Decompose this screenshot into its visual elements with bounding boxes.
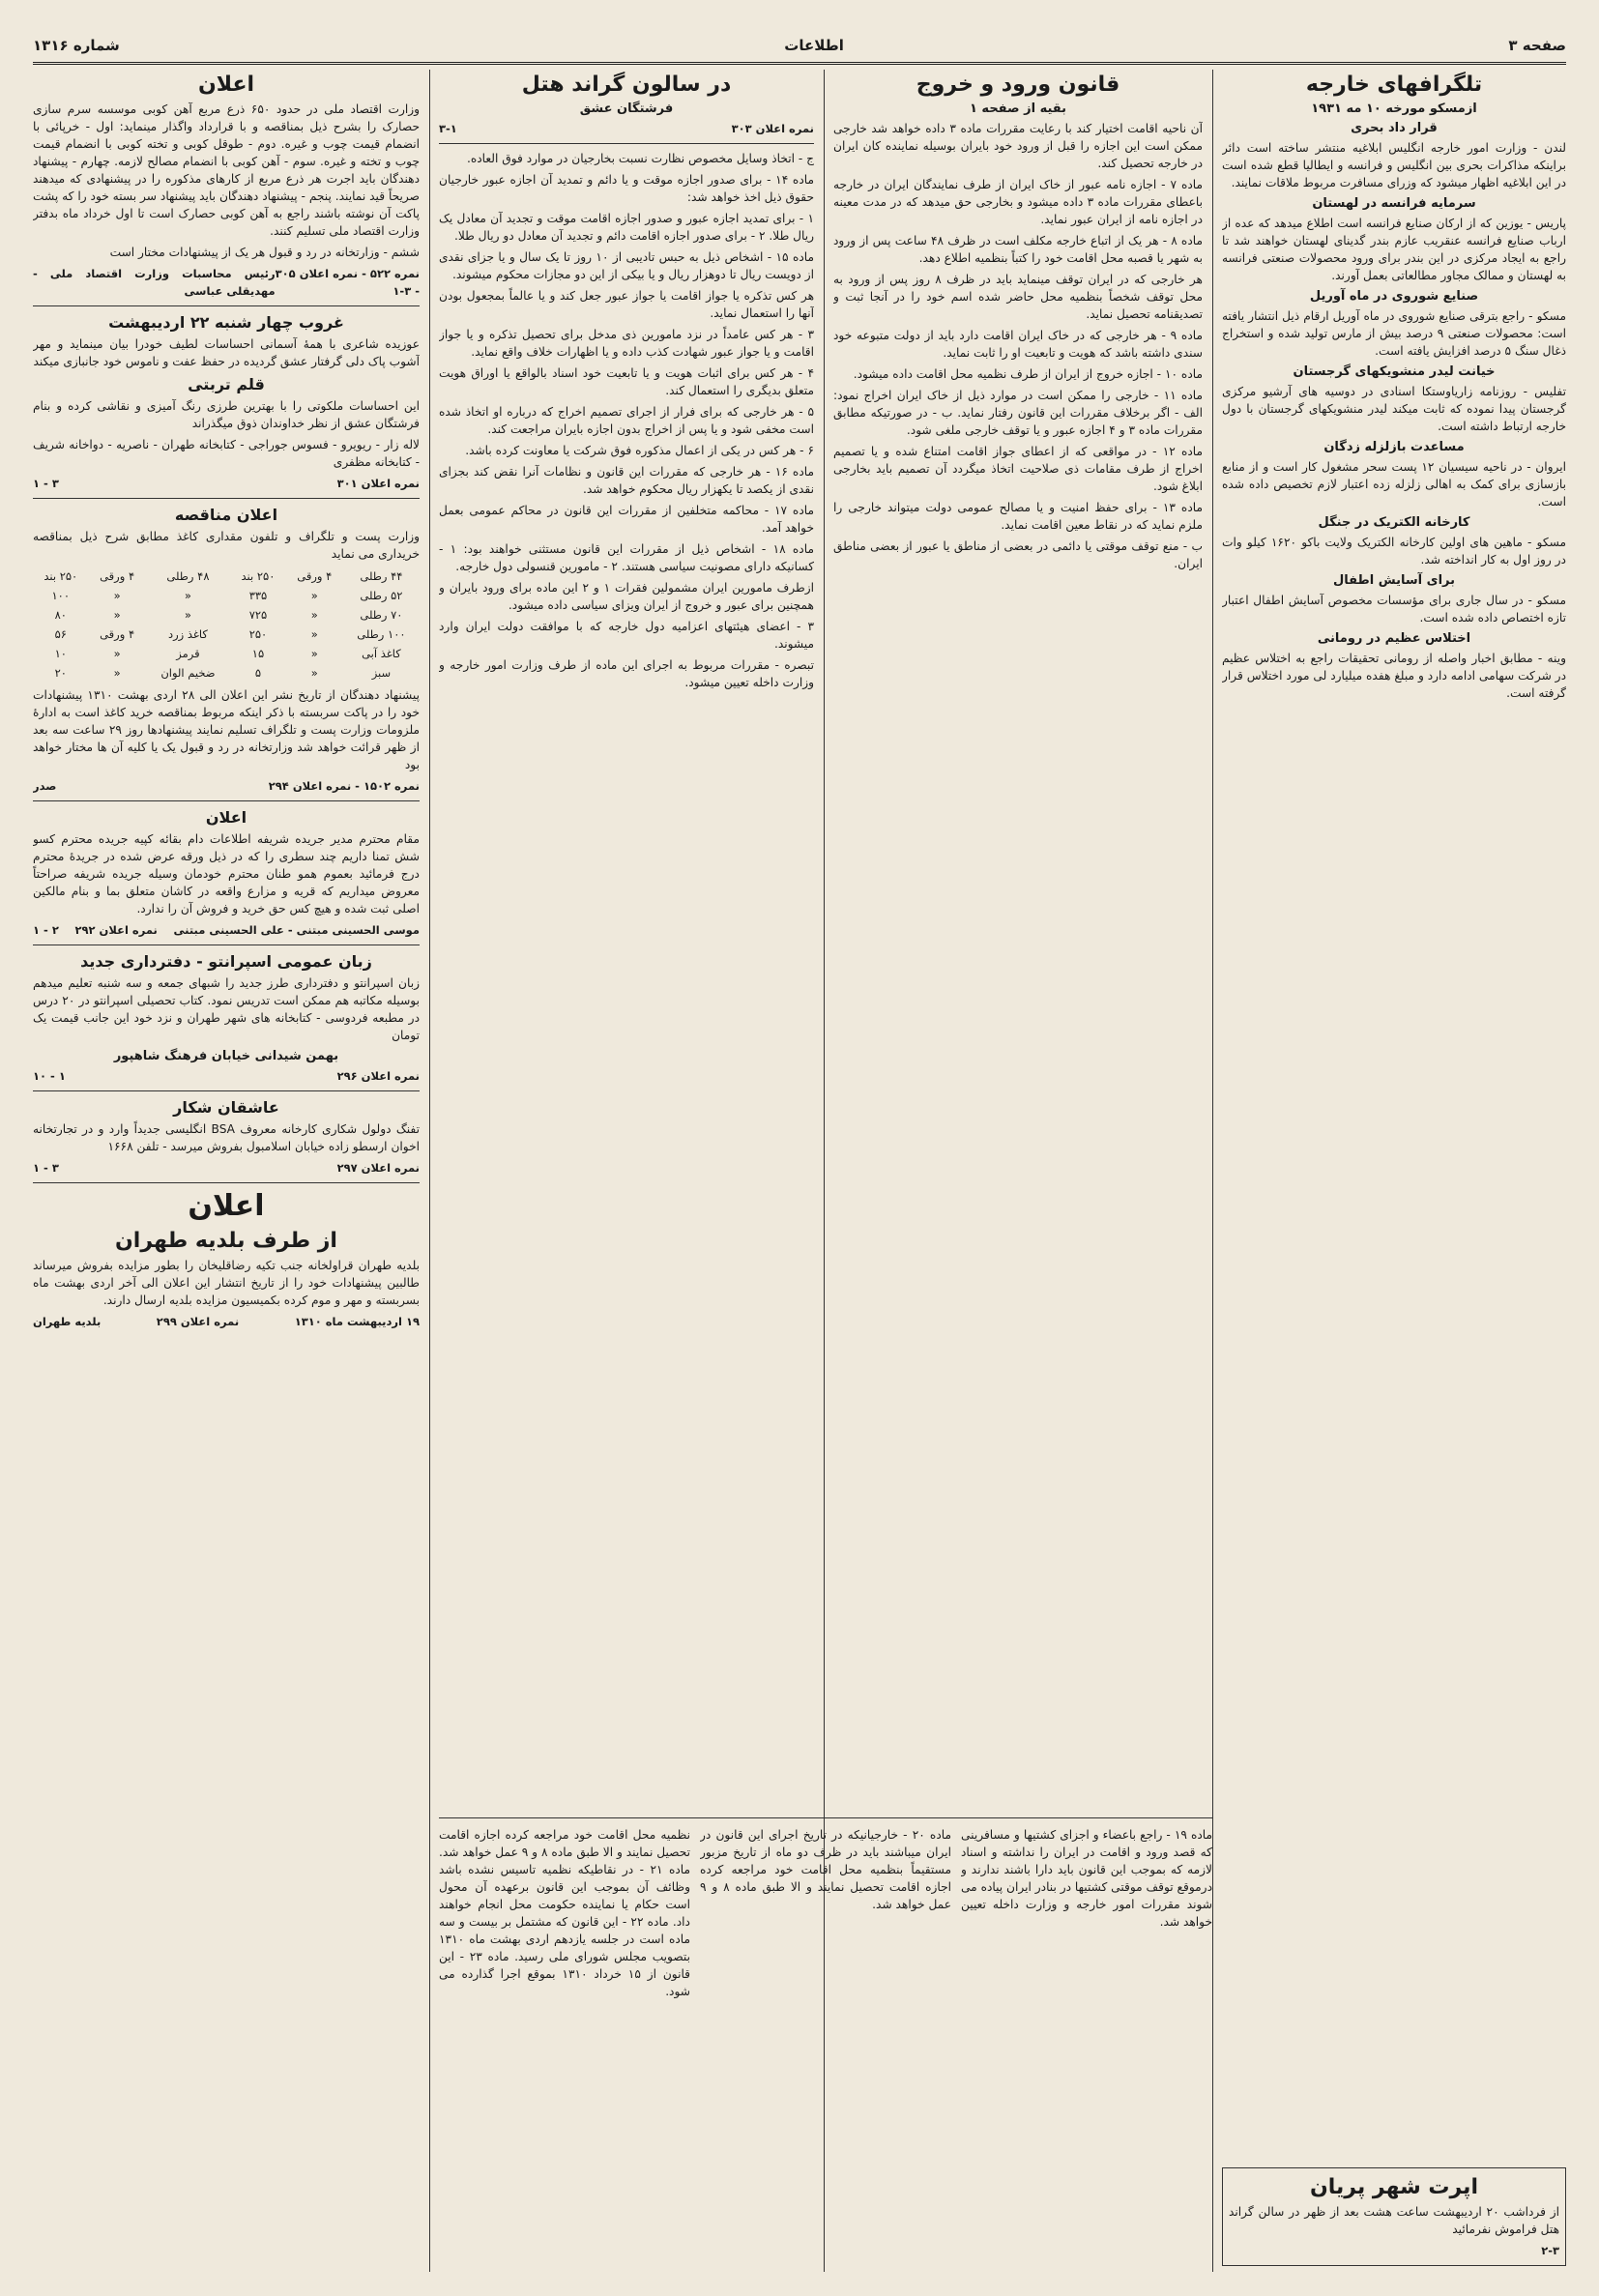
table-cell: «	[310, 627, 318, 641]
paper-table	[33, 567, 420, 683]
announcement-number: نمره اعلان ۳۰۱	[336, 477, 420, 490]
table-cell: «	[310, 647, 318, 660]
law-paragraph: ۳ - هر کس عامداً در نزد مامورین ذی مدخل برای تحصیل تذکره و یا جواز اقامت و یا جواز عبور شهادت کذب داده و یا اظهارات خلاف واقع نماید.	[439, 328, 814, 359]
announcement-text: ششم - وزارتخانه در رد و قبول هر یک از پیشنهادات مختار است	[109, 246, 420, 259]
announcement-number: نمره ۱۵۰۲ - نمره اعلان ۲۹۴	[268, 779, 420, 793]
ad-count: ۳-۱	[439, 122, 457, 135]
table-cell: ۸۰	[54, 608, 67, 622]
table-cell: ضخیم الوان	[160, 666, 216, 680]
issue-number: شماره ۱۳۱۶	[33, 37, 120, 54]
table-cell: ۱۰۰	[51, 589, 71, 602]
masthead	[33, 29, 1566, 65]
announcement-text: این احساسات ملکوتی را با بهترین طرزی رنگ آمیزی و نقاشی کرده و بنام فرشتگان عشق از نظر خداوندان ذوق میگذراند	[33, 399, 420, 430]
table-cell: قرمز	[176, 647, 200, 660]
news-paragraph: ایروان - در ناحیه سیسیان ۱۲ پست سحر مشغول کار است و از منابع بازسازی برای کمک به اهالی زلزله زده اعتبار لازم تخصیص داده شده است.	[1222, 460, 1566, 509]
ad-text: از فرداشب ۲۰ اردیبهشت ساعت هشت بعد از ظهر در سالن گراند هتل فراموش نفرمائید	[1229, 2205, 1559, 2236]
announcement-signature: موسی الحسینی مبتنی - علی الحسینی مبتنی	[173, 923, 420, 937]
law-continuation-strip	[439, 1817, 1212, 2273]
news-subhead: اختلاس عظیم در رومانی	[1317, 631, 1471, 646]
table-cell: ۴ ورقی	[100, 627, 135, 641]
table-cell: «	[310, 666, 318, 680]
law-paragraph: ب - منع توقف موقتی یا دائمی در بعضی از مناطق یا عبور از بعضی مناطق ایران.	[833, 539, 1203, 570]
table-cell: ۷۲۵	[248, 608, 268, 622]
law-paragraph: ماده ۱۷ - محاکمه متخلفین از مقررات این قانون در محاکم عمومی بعمل خواهد آمد.	[439, 504, 814, 535]
news-paragraph: لندن - وزارت امور خارجه انگلیس ابلاغیه منتشر ساخته است دائر براینکه مذاکرات بحری بین انگلیس و فرانسه و ایطالیا قطع شده است در این ابلاغیه اظهار میشود که وزرای مسافرت مربوط ملاقات نمایند.	[1222, 141, 1566, 189]
law-paragraph: ماده ۱۲ - در مواقعی که از اعطای جواز اقامت امتناع شده و یا تصمیم اخراج از طرف مقامات ذی صلاحیت اتخاذ میگردد آن تصمیم باید بخارجی ابلاغ شود.	[833, 445, 1203, 493]
table-row	[33, 586, 420, 605]
announcement-signature: رئیس محاسبات وزارت اقتصاد ملی - مهدیقلی عباسی	[33, 267, 276, 298]
announcement-number: نمره اعلان ۲۹۲	[74, 923, 158, 937]
table-cell: ۴ ورقی	[100, 569, 135, 583]
news-paragraph: وینه - مطابق اخبار واصله از رومانی تحقیقات راجع به اختلاس عظیم در شرکت سهامی ادامه دارد و مبلغ هفده میلیارد لی مورد اختلاس قرار گرفته است.	[1222, 652, 1566, 700]
announcement-date: ۱۹ اردیبهشت ماه ۱۳۱۰	[294, 1315, 420, 1328]
law-paragraph: ۵ - هر خارجی که برای فرار از اجرای تصمیم اخراج که درباره او اتخاذ شده است مخفی شود و یا پس از اخراج بدون اجازه بایران مراجعت کند.	[439, 405, 814, 436]
law-paragraph: ۳ - اعضای هیئتهای اعزامیه دول خارجه که با موافقت دولت ایران وارد میشوند.	[439, 620, 814, 651]
law-paragraph: هر خارجی که در ایران توقف مینماید باید در ظرف ۸ روز پس از ورود به محل توقف شخصاً بنظمیه محل حاضر شده اسم خود را در آنجا ثبت و تصدیقنامه تحصیل نماید.	[833, 273, 1203, 321]
announcement-signature: بلدیه طهران	[33, 1315, 102, 1328]
law-paragraph: ماده ۱۸ - اشخاص ذیل از مقررات این قانون مستثنی خواهند بود: ۱ - کسانیکه دارای مصونیت سیاسی هستند. ۲ - مامورین قنسولی دول خارجه.	[439, 542, 814, 573]
table-cell: «	[184, 589, 191, 602]
table-cell: ۲۵۰ بند	[44, 569, 78, 583]
table-cell: ۲۵۰	[248, 627, 268, 641]
announcement-count: ۳ - ۱	[33, 477, 59, 490]
table-cell: ۱۰۰ رطلی	[357, 627, 406, 641]
law-strip-column	[961, 1826, 1212, 2252]
ad-subtitle: فرشتگان عشق	[579, 102, 674, 116]
law-paragraph: ۶ - هر کس در یکی از اعمال مذکوره فوق شرکت یا معاونت کرده باشد.	[465, 444, 814, 457]
ad-number: نمره اعلان ۳۰۳	[731, 122, 814, 135]
announcement-title: اعلان	[205, 808, 247, 827]
announcement-title: اعلان	[197, 73, 255, 97]
news-subhead: صنایع شوروی در ماه آوریل	[1309, 289, 1479, 304]
table-cell: ۴۸ رطلی	[166, 569, 210, 583]
law-paragraph: ماده ۱۶ - هر خارجی که مقررات این قانون و نظامات آنرا نقض کند بجزای نقدی از یکصد تا یکهزار ریال محکوم خواهد شد.	[439, 465, 814, 496]
table-cell: ۴۴ رطلی	[360, 569, 403, 583]
table-cell: ۲۵۰ بند	[241, 569, 276, 583]
table-cell: ۱۵	[251, 647, 265, 660]
announcement-text: بلدیه طهران قراولخانه جنب تکیه رضاقلیخان را بطور مزایده بفروش میرساند طالبین پیشنهادات خود را از تاریخ انتشار این اعلان الی آخر اردی بهشت ماه بسربسته و مهر و موم کرده بکمیسیون مزایده بلدیه ارسال دارند.	[33, 1259, 420, 1307]
table-row	[33, 644, 420, 663]
table-cell: ۱۰	[54, 647, 67, 660]
announcement-text: عوزیده شاعری با همهٔ آسمانی احساسات لطیف خودرا بیان مینماید و مهر آشوب پاک دلی گرفتار عشق گردیده در حفظ عفت و ناموس خود جانبازی میکند	[33, 337, 420, 368]
news-paragraph: مسکو - ماهین های اولین کارخانه الکتریک ولایت باکو ۱۶۲۰ کیلو وات در روز اول به کار انداخته شد.	[1222, 536, 1566, 567]
law-paragraph: آن ناحیه اقامت اختیار کند با رعایت مقررات ماده ۳ داده خواهد شد خارجی ممکن است این اجازه را قبل از ورود خود بایران بوسیله نماینده کان ایران در خارجه تحصیل کند.	[833, 122, 1203, 170]
news-subhead: مساعدت بازلزله زدگان	[1323, 440, 1465, 454]
announcement-text: تفنگ دولول شکاری کارخانه معروف BSA انگلیسی جدیداً وارد و در تجارتخانه اخوان ارسطو زاده خیابان اسلامبول بفروش میرسد - تلفن ۱۶۶۸	[33, 1122, 420, 1153]
law-paragraph: ماده ۷ - اجازه نامه عبور از خاک ایران از طرف نمایندگان ایران در خارجه باعطای مقررات ماده ۳ داده میشود و بخارجی حق میدهد که در مدت معینه در اجازه نامه از ایران عبور نماید.	[833, 178, 1203, 226]
table-cell: «	[113, 589, 121, 602]
table-cell: «	[113, 608, 121, 622]
law-paragraph: ازطرف مامورین ایران مشمولین فقرات ۱ و ۲ این ماده برای ورود بایران و همچنین برای عبور و خروج از ایران ویزای سیاسی داده میشود.	[439, 581, 814, 612]
table-cell: «	[113, 647, 121, 660]
table-cell: ۷۰ رطلی	[360, 608, 403, 622]
table-cell: ۵۲ رطلی	[360, 589, 403, 602]
paper-name: اطلاعات	[784, 37, 844, 54]
law-strip-column	[700, 1826, 951, 2252]
table-cell: سبز	[371, 666, 392, 680]
law-paragraph: ماده ۱۰ - اجازه خروج از ایران از طرف نظمیه محل اقامت داده میشود.	[853, 367, 1203, 381]
entry-exit-law-column	[833, 70, 1203, 1810]
table-row	[33, 663, 420, 683]
article-title: قانون ورود و خروج	[916, 73, 1120, 97]
announcement-text: زبان اسپرانتو و دفترداری طرز جدید را شبهای جمعه و سه شنبه تعلیم میدهم بوسیله مکاتبه هم ممکن است تدریس نمود. کتاب تحصیلی اسپرانتو در ۲۰ درس در مطبعه فردوسی - کتابخانه های شهر طهران و نزد خود این جانب قیمت یک تومان	[33, 976, 420, 1042]
page-number: صفحه ۳	[1508, 37, 1566, 54]
law-paragraph: ماده ۹ - هر خارجی که در خاک ایران اقامت دارد باید از دولت متبوعه خود سندی داشته باشد که هویت و تابعیت او را ثابت نماید.	[833, 329, 1203, 360]
news-subhead: کارخانه الکتریک در جنگل	[1318, 515, 1470, 530]
announcement-title: غروب چهار شنبه ۲۲ اردیبهشت	[108, 313, 344, 332]
table-cell: «	[184, 608, 191, 622]
table-cell: کاغذ زرد	[167, 627, 208, 641]
table-row	[33, 567, 420, 586]
announcement-places: لاله زار - ریویرو - فسوس جوراجی - کتابخانه طهران - ناصریه - دواخانه شریف - کتابخانه مظفری	[33, 438, 420, 469]
announcement-number: نمره اعلان ۲۹۶	[336, 1069, 420, 1083]
news-paragraph: مسکو - راجع بترقی صنایع شوروی در ماه آوریل ارقام ذیل انتشار یافته است: محصولات صنعتی ۹ درصد بیش از مارس تولید شده و استخراج ذغال سنگ ۵ درصد افزایش یافته است.	[1222, 309, 1566, 358]
announcement-count: ۳ - ۱	[33, 1161, 59, 1175]
ad-number: ۲-۳	[1541, 2244, 1559, 2257]
announcement-title: اعلان	[188, 1189, 265, 1223]
law-paragraph: ماده ۱۵ - اشخاص ذیل به حبس تادیبی از ۱۰ روز تا یک سال و یا جزای نقدی از دویست ریال تا دوهزار ریال و یا بیکی از این دو مجازات محکوم میشوند.	[439, 250, 814, 281]
law-paragraph: ماده ۲۰ - خارجیانیکه در تاریخ اجرای این قانون در ایران میباشند باید در ظرف دو ماه از تاریخ مزبور مستقیماً بنظمیه محل اقامت خود مراجعه کرده اجازه اقامت تحصیل نمایند و الا طبق ماده ۸ و ۹ عمل خواهد شد.	[700, 1828, 951, 1911]
news-paragraph: مسکو - در سال جاری برای مؤسسات مخصوص آسایش اطفال اعتبار تازه اختصاص داده شده است.	[1222, 594, 1566, 625]
news-paragraph: تفلیس - روزنامه زاریاوستکا اسنادی در دوسیه های آرشیو مرکزی گرجستان پیدا نموده که ثابت میکند لیدر منشویکهای گرجستان با دول خارجه ارتباط داشته است.	[1222, 385, 1566, 433]
announcement-title: عاشقان شکار	[173, 1098, 279, 1117]
announcement-signature: صدر	[33, 779, 57, 793]
table-cell: ۵۶	[54, 627, 67, 641]
table-cell: «	[310, 608, 318, 622]
news-subhead: برای آسایش اطفال	[1333, 573, 1455, 588]
news-subhead: قرار داد بحری	[1351, 121, 1438, 135]
ad-title: در سالون گراند هتل	[521, 73, 732, 97]
grand-hotel-column	[439, 70, 814, 1810]
news-subhead: سرمایه فرانسه در لهستان	[1312, 196, 1476, 211]
dateline: ازمسکو مورخه ۱۰ مه ۱۹۳۱	[1311, 102, 1477, 116]
table-cell: «	[113, 666, 121, 680]
table-cell: کاغذ آبی	[362, 647, 401, 660]
announcement-count: ۲ - ۱	[33, 923, 59, 937]
table-cell: ۲۰	[54, 666, 67, 680]
foreign-telegrams-column	[1222, 70, 1566, 2272]
announcement-title: زبان عمومی اسپرانتو - دفترداری جدید	[80, 952, 372, 971]
announcement-text: وزارت پست و تلگراف و تلفون مقداری کاغذ مطابق شرح ذیل بمناقصه خریداری می نماید	[33, 530, 420, 561]
announcement-address: بهمن شیدانی خیابان فرهنگ شاهپور	[113, 1049, 339, 1063]
table-row	[33, 605, 420, 625]
announcement-text: پیشنهاد دهندگان از تاریخ نشر این اعلان الی ۲۸ اردی بهشت ۱۳۱۰ پیشنهادات خود را در پاکت سربسته با ذکر اینکه مربوط بمناقصه خرید کاغذ است به ادارهٔ ملزومات وزارت پست و تلگراف تسلیم نمایند پیشنهادها روز ۲۹ ساعت سه بعد از ظهر قرائت خواهد شد وزارتخانه در رد و قبول یک یا کلیه آن ها مختار خواهد بود	[33, 688, 420, 771]
announcement-number: نمره ۵۲۲ - نمره اعلان ۳۰۵ - ۳-۱	[275, 267, 420, 298]
announcement-text: مقام محترم مدیر جریده شریفه اطلاعات دام بقائه کپیه جریده محترم کسو شش تمنا داریم چند سطری را که در ذیل ورقه عرض شده در جریدهٔ محترم درج فرمائید بعموم همو طنان محترم خودمان وسیله جریده شریفه صراحتاً معروض میداریم که قریه و مزارع واقعه در کاشان متعلق بما و بنام مالکین اصلی ثبت شده و هیچ کس حق خرید و فروش آن را ندارد.	[33, 832, 420, 915]
table-cell: ۵	[254, 666, 262, 680]
column-rule	[1212, 70, 1213, 2272]
table-cell: «	[310, 589, 318, 602]
operetta-ad	[1222, 2167, 1566, 2266]
ad-title: اپرت شهر پریان	[1309, 2175, 1478, 2199]
column-rule	[429, 70, 430, 2272]
table-cell: ۳۳۵	[248, 589, 268, 602]
announcement-count: ۱ - ۱۰	[33, 1069, 66, 1083]
law-paragraph: هر کس تذکره یا جواز اقامت یا جواز عبور جعل کند و یا عالماً بمجعول بودن آنها را استعمال نماید.	[439, 289, 814, 320]
law-paragraph: ۴ - هر کس برای اثبات هویت و یا تابعیت خود اسناد بالواقع یا اوراق هویت متعلق بدیگری را استعمال کند.	[439, 366, 814, 397]
announcements-column	[33, 70, 420, 2272]
table-cell: ۴ ورقی	[297, 569, 333, 583]
law-paragraph: ماده ۱۹ - راجع باعضاء و اجزای کشتیها و مسافرینی که قصد ورود و اقامت در ایران را نداشته و اسناد لازمه که بموجب این قانون باید دارا باشند ندارند و درموقع توقف موقتی کشتیها در بنادر ایران پیاده می شوند مقررات امور خارجه و وزارت داخله تعیین خواهد شد.	[961, 1828, 1212, 1929]
section-title: تلگرافهای خارجه	[1305, 73, 1483, 97]
announcement-title: اعلان مناقصه	[174, 506, 278, 524]
law-paragraph: ماده ۱۳ - برای حفظ امنیت و یا مصالح عمومی دولت میتواند خارجی را ملزم نماید که در نقاط معین اقامت نماید.	[833, 501, 1203, 532]
law-paragraph: ۱ - برای تمدید اجازه عبور و صدور اجازه اقامت موقت و تجدید آن معادل یک ریال طلا. ۲ - برای صدور اجازه اقامت دائم و تجدید آن معادل دو ریال طلا.	[439, 212, 814, 243]
announcement-subtitle: از طرف بلدیه طهران	[115, 1229, 337, 1253]
law-strip-column	[439, 1826, 690, 2252]
announcement-number: نمره اعلان ۲۹۹	[156, 1315, 240, 1328]
news-subhead: خیانت لیدر منشویکهای گرجستان	[1293, 364, 1496, 379]
news-paragraph: پاریس - یوزین که از ارکان صنایع فرانسه است اطلاع میدهد که عده از ارباب صنایع فرانسه عنقریب عازم بندر گدینای لهستان خواهند شد تا راجع به ایجاد مرکزی در این بندر برای ورود محصولات صنعتی فرانسه به لهستان و ممالک مجاور مطالعاتی بعمل آورند.	[1222, 217, 1566, 282]
table-row	[33, 625, 420, 644]
law-paragraph: تبصره - مقررات مربوط به اجرای این ماده از طرف وزارت امور خارجه و وزارت داخله تعیین میشود.	[439, 658, 814, 689]
law-paragraph: ماده ۱۴ - برای صدور اجازه موقت و یا دائم و تمدید آن اجازه عبور خارجیان حقوق ذیل اخذ خواهد شد:	[439, 173, 814, 204]
law-paragraph: نظمیه محل اقامت خود مراجعه کرده اجازه اقامت تحصیل نمایند و الا طبق ماده ۸ و ۹ عمل خواهد شد. ماده ۲۱ - در نقاطیکه نظمیه تاسیس نشده باشد وظائف آن بموجب این قانون برعهده آن محول است حکام یا نماینده حکومت محل انجام خواهند داد. ماده ۲۲ - این قانون که مشتمل بر بیست و سه ماده است در جلسه یازدهم اردی بهشت ماه ۱۳۱۰ بتصویب مجلس شورای ملی رسید. ماده ۲۳ - این قانون از ۱۵ خرداد ۱۳۱۰ بموقع اجرا گذارده می شود.	[439, 1828, 690, 1998]
continued-note: بقیه از صفحه ۱	[969, 102, 1067, 116]
law-paragraph: ماده ۱۱ - خارجی را ممکن است در موارد ذیل از خاک ایران اخراج نمود: الف - اگر برخلاف مقررات این قانون رفتار نماید. ب - در صورتیکه مطابق مقررات ماده ۳ و ۴ اجازه عبور و یا توقف خارجی ملغی شود.	[833, 389, 1203, 437]
announcement-number: نمره اعلان ۲۹۷	[336, 1161, 420, 1175]
announcement-text: وزارت اقتصاد ملی در حدود ۶۵۰ ذرع مربع آهن کوبی موسسه سرم سازی حصارک را بشرح ذیل بمناقصه و با قرارداد واگذار مینماید: اول - خرپائی با انضمام قیمت چوب و غیره. دوم - طوقل کوبی و تخته کوبی با انضمام قیمت چوب و تخته و غیره. سوم - آهن کوبی با انضمام مصالح لازمه. چهارم - پیشنهاد دهندگان باید اجرت هر ذرع مربع از کارهای مذکوره را در پیشنهادی که میدهند صریحاً قید نمایند. پنجم - پیشنهاد دهندگان باید پیشنهاد سر بسته خود را که پشت پاکت آن نوشته باشند راجع به آهن کوبی حصارک است تا اول خرداد ماه بدفتر وزارت اقتصاد ملی تسلیم کنند.	[33, 102, 420, 238]
announcement-subtitle: قلم تربتی	[188, 375, 265, 393]
law-paragraph: ماده ۸ - هر یک از اتباع خارجه مکلف است در ظرف ۴۸ ساعت پس از ورود به شهر یا قصبه محل اقامت خود را کتباً بنظمیه اطلاع دهد.	[833, 234, 1203, 265]
law-paragraph: ج - اتخاذ وسایل مخصوص نظارت نسبت بخارجیان در موارد فوق العاده.	[467, 152, 814, 165]
